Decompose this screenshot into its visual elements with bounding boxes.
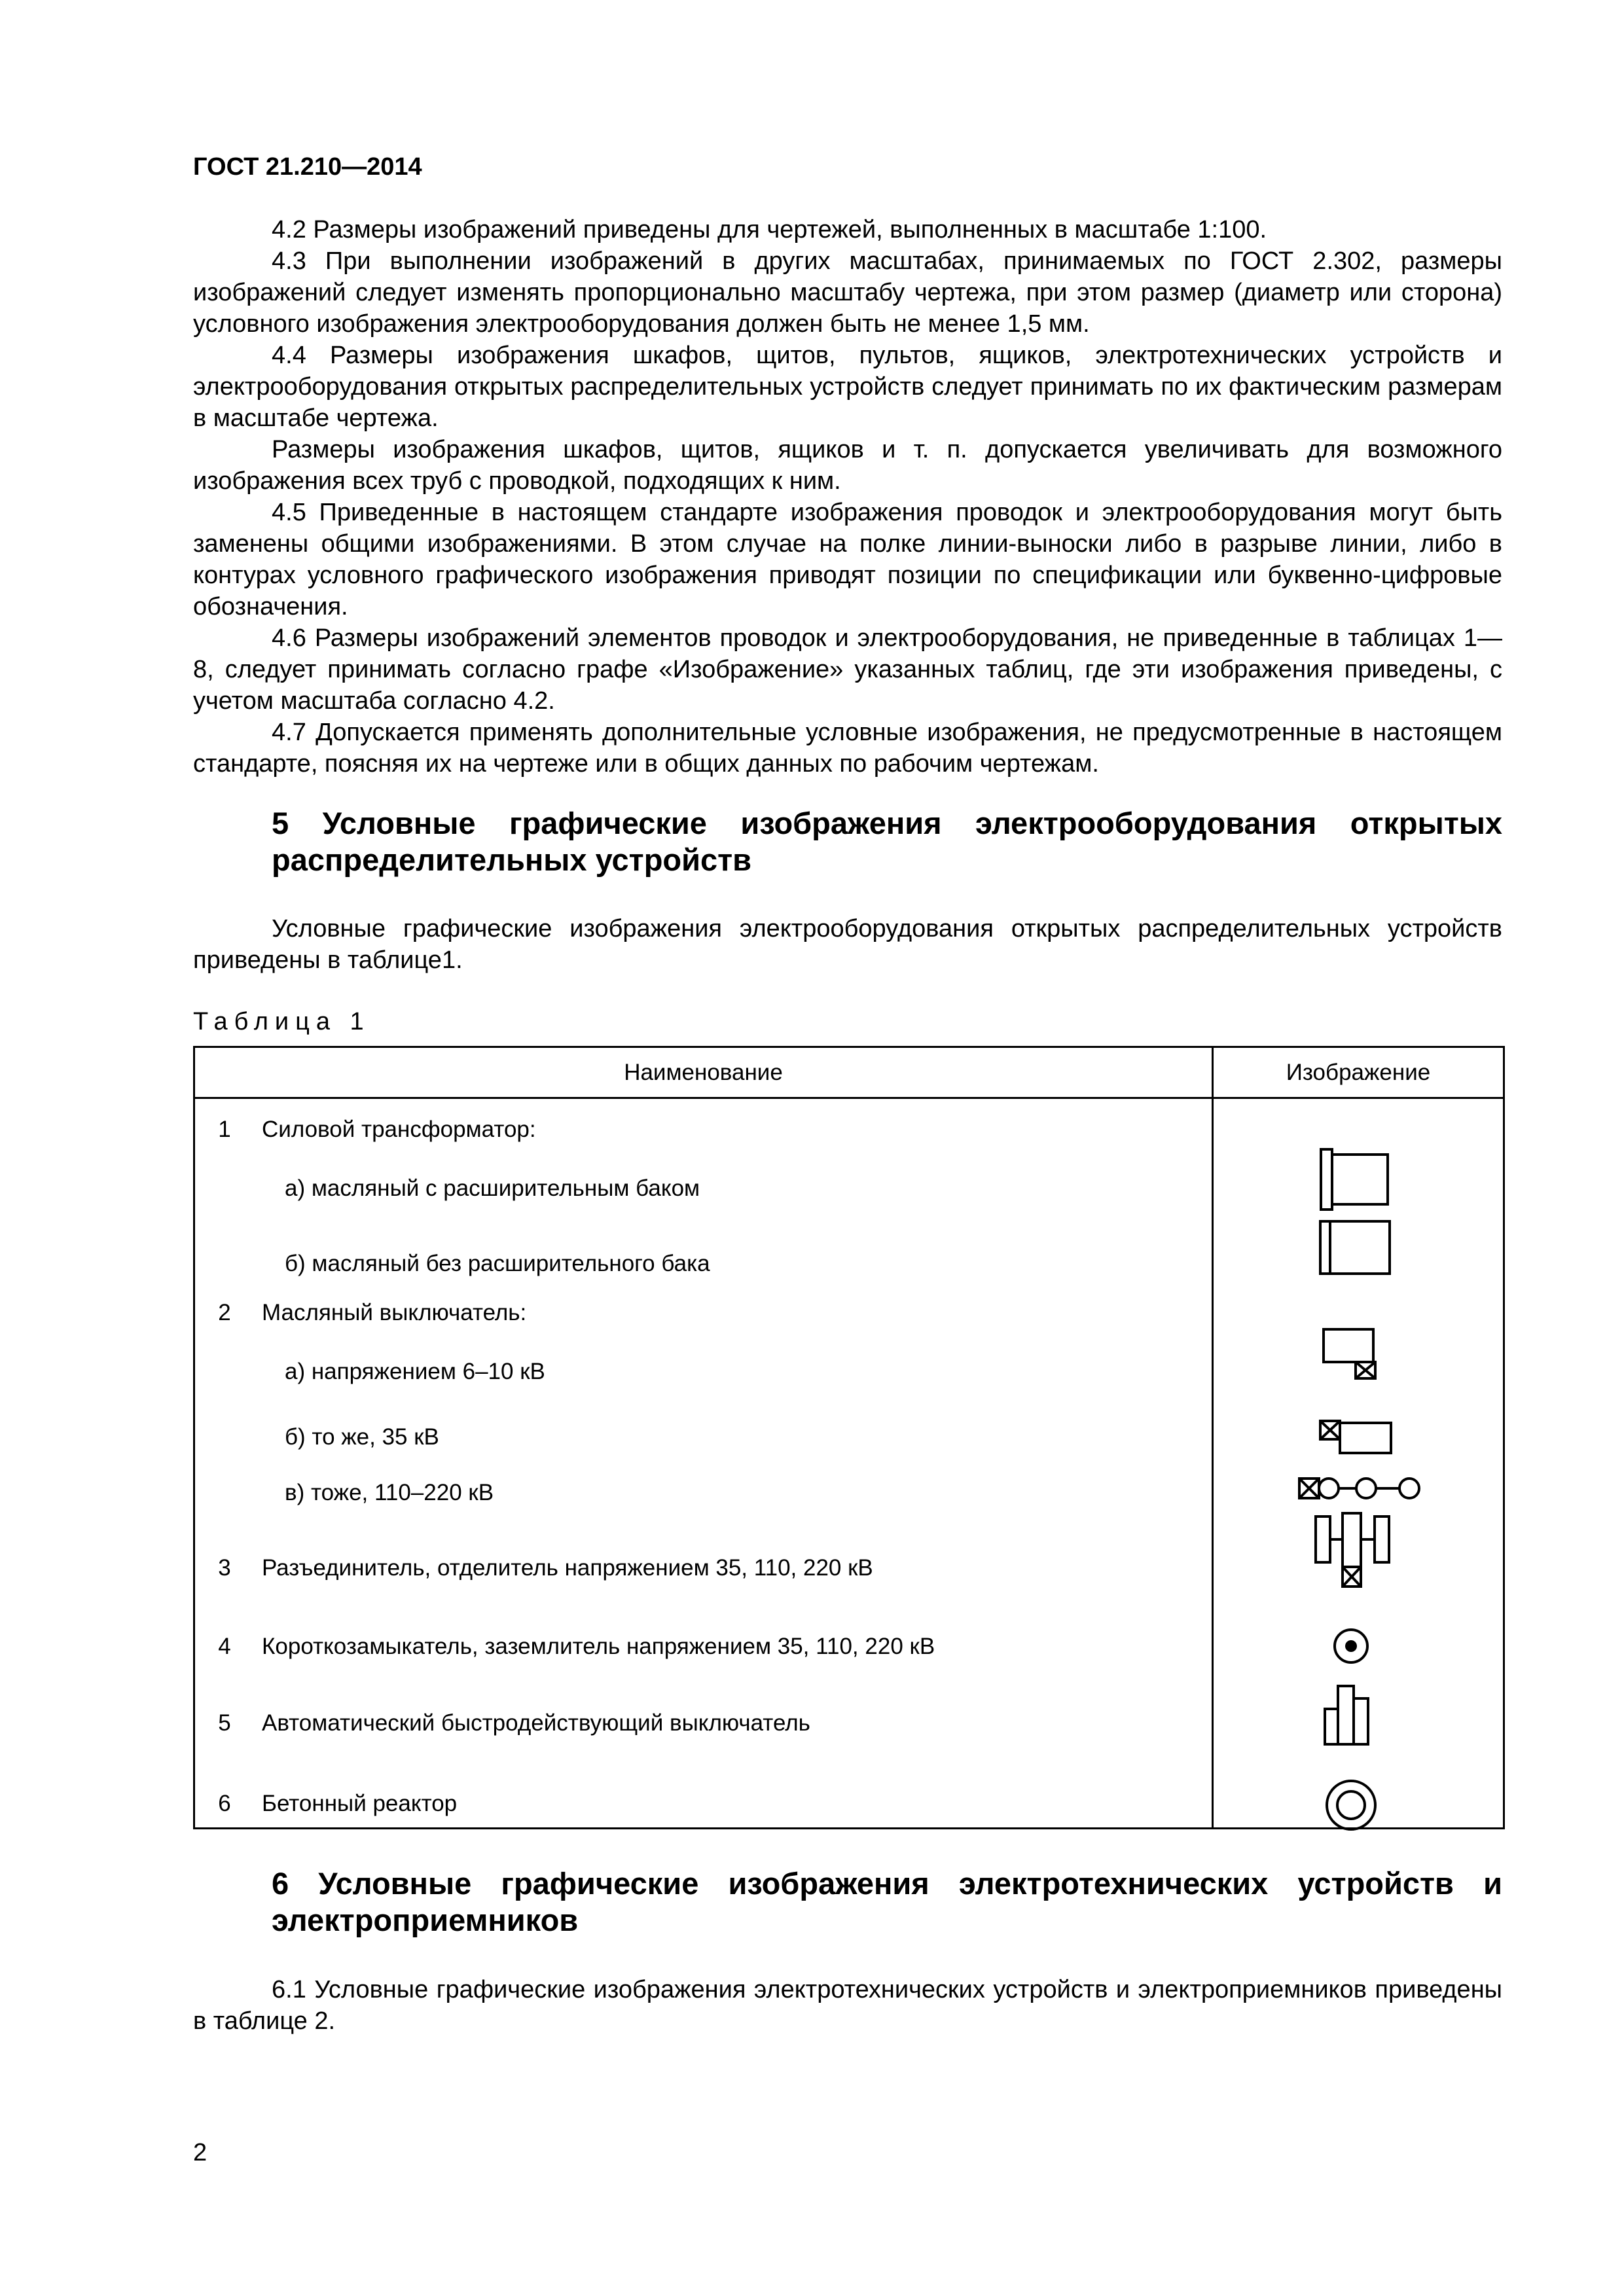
row-number: 2: [218, 1300, 231, 1325]
table-header-divider: [195, 1097, 1503, 1099]
paragraph-4-4: 4.4 Размеры изображения шкафов, щитов, пультов, ящиков, электротехнических устройств и электрооборудования открытых распределительных устройств следует принимать по их фактическим размерам в масштабе чертежа.: [193, 342, 1502, 432]
paragraph-4-3: 4.3 При выполнении изображений в других масштабах, принимаемых по ГОСТ 2.302, размеры изображений следует изменять пропорционально масштабу чертежа, при этом размер (диаметр или сторона) условного изображения электрооборудования должен быть не менее 1,5 мм.: [193, 247, 1502, 338]
row-name: в) тоже, 110–220 кВ: [285, 1480, 494, 1505]
paragraph-4-7: 4.7 Допускается применять дополнительные условные изображения, не предусмотренные в настоящем стандарте, поясняя их на чертеже или в общих данных по рабочим чертежам.: [193, 719, 1502, 778]
table-column-divider: [1212, 1048, 1214, 1827]
row-name: Короткозамыкатель, заземлитель напряжением 35, 110, 220 кВ: [262, 1634, 935, 1659]
transformer-with-tank-icon: [1318, 1147, 1390, 1212]
row-name: Разъединитель, отделитель напряжением 35, 110, 220 кВ: [262, 1555, 873, 1581]
table-1: [193, 1046, 1505, 1829]
paragraph-4-4-cont: Размеры изображения шкафов, щитов, ящиков и т. п. допускается увеличивать для возможного изображения всех труб с проводкой, подходящих к ним.: [193, 436, 1502, 495]
section-6-heading: 6 Условные графические изображения электротехнических устройств и электроприемников: [272, 1866, 1502, 1937]
row-name: Бетонный реактор: [262, 1791, 458, 1816]
paragraph-4-5: 4.5 Приведенные в настоящем стандарте изображения проводок и электрооборудования могут быть заменены общими изображениями. В этом случае на полке линии-выноски либо в разрыве линии, либо в контурах условного графического изображения приводят позиции по спецификации или буквенно-цифровые обозначения.: [193, 499, 1502, 620]
transformer-without-tank-icon: [1318, 1219, 1392, 1276]
column-header-name: Наименование: [624, 1060, 783, 1085]
disconnector-icon: [1314, 1511, 1392, 1596]
row-name: б) то же, 35 кВ: [285, 1424, 439, 1450]
page-number: 2: [193, 2139, 208, 2166]
row-number: 3: [218, 1555, 231, 1581]
oil-breaker-35kv-icon: [1318, 1419, 1393, 1456]
row-name: Масляный выключатель:: [262, 1300, 527, 1325]
paragraph-4-2: 4.2 Размеры изображений приведены для чертежей, выполненных в масштабе 1:100.: [272, 216, 1267, 243]
oil-breaker-110-220kv-icon: [1297, 1475, 1422, 1503]
oil-breaker-6-10kv-icon: [1322, 1327, 1380, 1381]
row-name: Автоматический быстродействующий выключатель: [262, 1710, 810, 1736]
section-5-text: [193, 913, 1502, 976]
row-number: 6: [218, 1791, 231, 1816]
intro-section: [193, 214, 1502, 780]
section-6-text: [193, 1974, 1502, 2037]
concrete-reactor-icon: [1323, 1777, 1379, 1833]
row-name: б) масляный без расширительного бака: [285, 1251, 710, 1276]
row-name: а) масляный с расширительным баком: [285, 1175, 700, 1201]
fast-breaker-icon: [1323, 1684, 1373, 1747]
document-code: ГОСТ 21.210—2014: [193, 153, 422, 181]
paragraph-6-1: 6.1 Условные графические изображения электротехнических устройств и электроприемников приведены в таблице 2.: [193, 1976, 1502, 2035]
row-name: а) напряжением 6–10 кВ: [285, 1359, 545, 1384]
table-1-caption: Таблица 1: [193, 1008, 370, 1035]
row-number: 4: [218, 1634, 231, 1659]
section-5-heading: 5 Условные графические изображения электрооборудования открытых распределительных устройств: [272, 806, 1502, 877]
row-number: 5: [218, 1710, 231, 1736]
row-number: 1: [218, 1117, 231, 1142]
paragraph-4-6: 4.6 Размеры изображений элементов проводок и электрооборудования, не приведенные в таблицах 1—8, следует принимать согласно графе «Изображение» указанных таблиц, где эти изображения приведены, с учетом масштаба согласно 4.2.: [193, 624, 1502, 715]
row-name: Силовой трансформатор:: [262, 1117, 536, 1142]
column-header-image: Изображение: [1286, 1060, 1431, 1085]
short-circuiter-icon: [1331, 1626, 1371, 1666]
section-5-paragraph: Условные графические изображения электрооборудования открытых распределительных устройств приведены в таблице1.: [193, 915, 1502, 974]
